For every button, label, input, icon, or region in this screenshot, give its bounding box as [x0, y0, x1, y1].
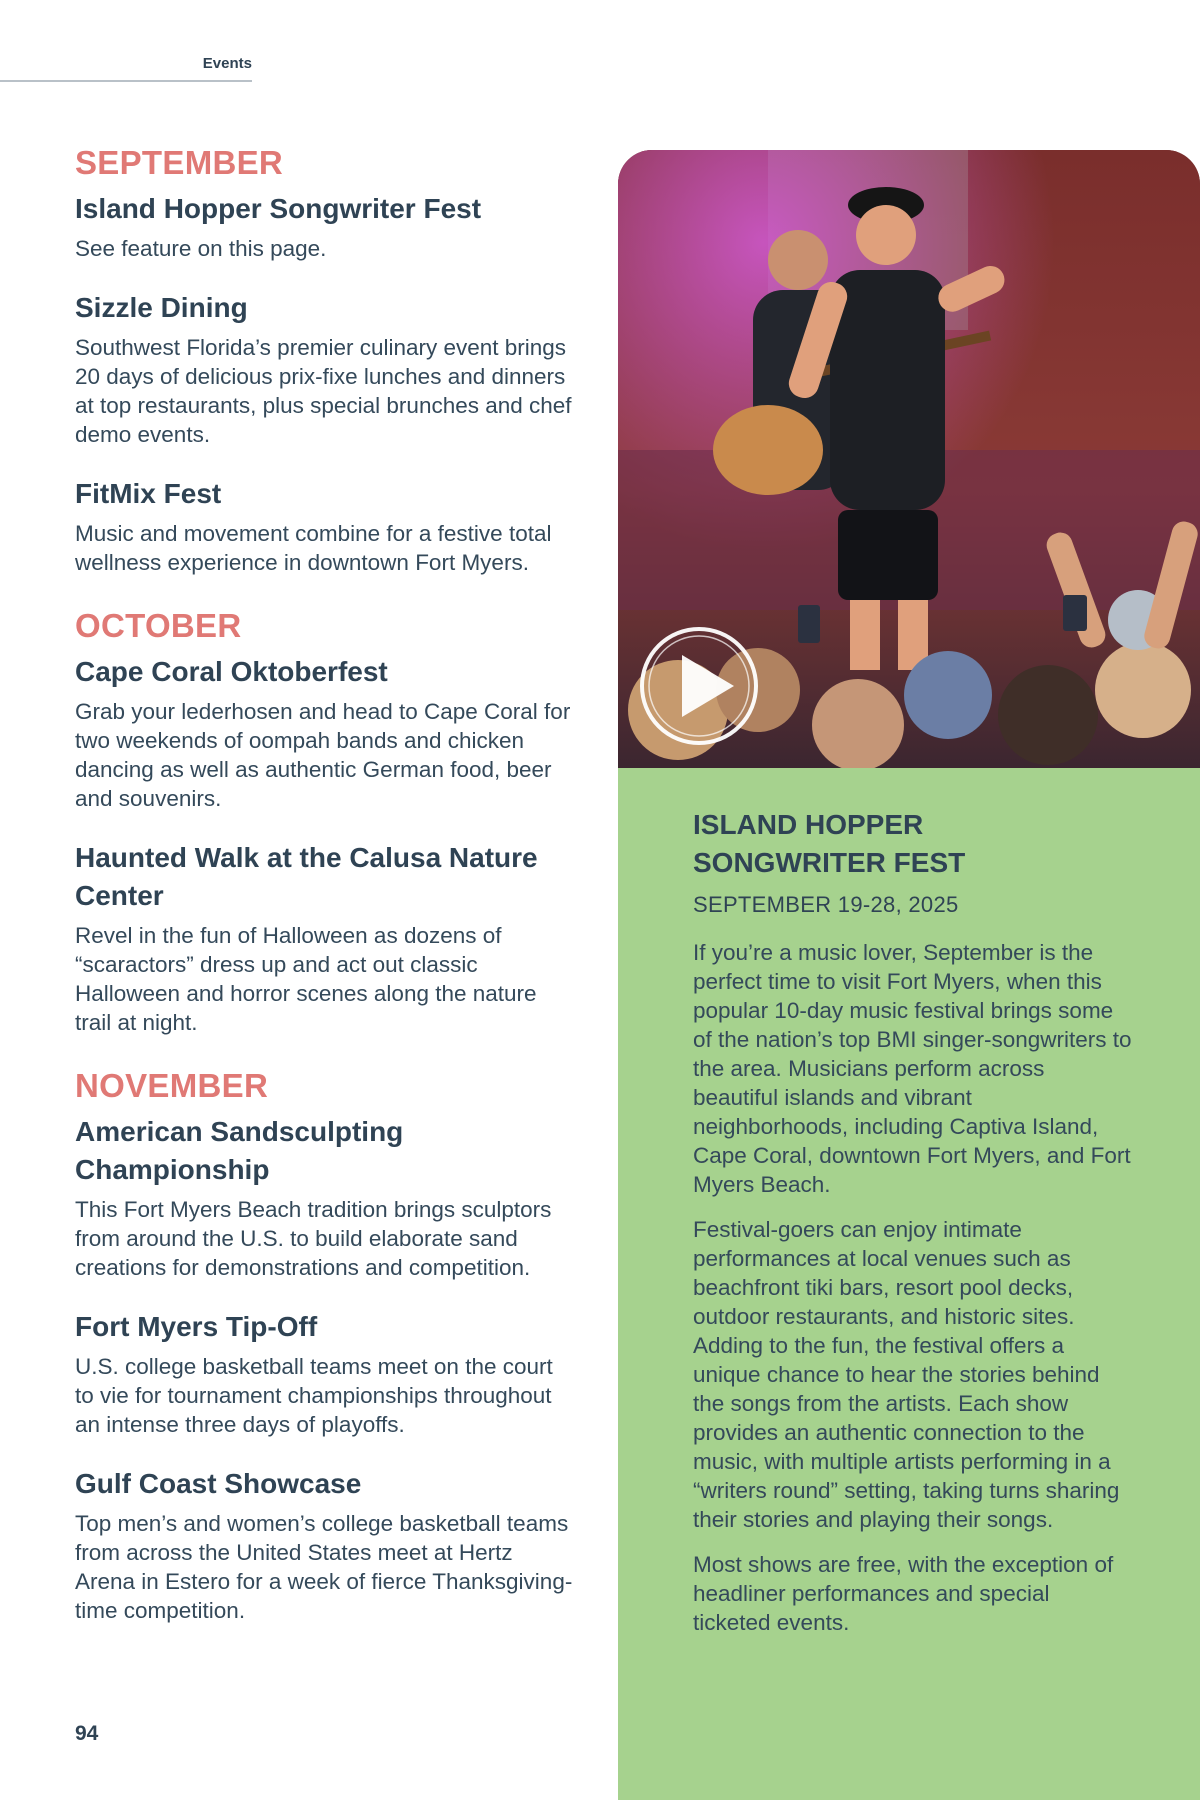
- event-description: Top men’s and women’s college basketball teams from across the United States meet at Hertz Arena in Estero for a week of fierce Thanksgiving-time competition.: [75, 1511, 573, 1623]
- event-item: [75, 1308, 575, 1439]
- month-october: [75, 607, 575, 1037]
- feature-date: SEPTEMBER 19-28, 2025: [693, 892, 959, 917]
- event-title: American Sandsculpting Championship: [75, 1116, 404, 1185]
- feature-title-line: SONGWRITER FEST: [693, 847, 966, 878]
- event-item: [75, 653, 575, 813]
- festival-video[interactable]: [618, 150, 1200, 768]
- event-item: [75, 475, 575, 577]
- event-title: Island Hopper Songwriter Fest: [75, 193, 482, 224]
- feature-paragraph: If you’re a music lover, September is the perfect time to visit Fort Myers, when this popular 10-day music festival brings some of the nation’s top BMI singer-songwriters to the area. Musicians perform across beautiful islands and vibrant neighborhoods, including Captiva Island, Cape Coral, downtown Fort Myers, and Fort Myers Beach.: [693, 940, 1132, 1197]
- month-november: [75, 1067, 575, 1625]
- events-list: [75, 144, 575, 1625]
- event-item: [75, 1465, 575, 1625]
- feature-title-line: ISLAND HOPPER: [693, 809, 924, 840]
- event-description: U.S. college basketball teams meet on the court to vie for tournament championships throughout an intense three days of playoffs.: [75, 1354, 553, 1437]
- running-head: [0, 52, 252, 82]
- play-icon[interactable]: [638, 625, 760, 747]
- event-item: [75, 839, 575, 1037]
- feature-paragraph: Most shows are free, with the exception of headliner performances and special ticketed events.: [693, 1552, 1114, 1635]
- event-title: Cape Coral Oktoberfest: [75, 656, 388, 687]
- event-description: This Fort Myers Beach tradition brings sculptors from around the U.S. to build elaborate sand creations for demonstrations and competition.: [75, 1197, 552, 1280]
- month-september: [75, 144, 575, 577]
- event-item: [75, 190, 575, 263]
- event-title: Fort Myers Tip-Off: [75, 1311, 318, 1342]
- month-heading: OCTOBER: [75, 607, 242, 644]
- section-label: Events: [202, 55, 252, 72]
- event-title: Sizzle Dining: [75, 292, 248, 323]
- event-description: See feature on this page.: [75, 236, 327, 261]
- event-title: FitMix Fest: [75, 478, 222, 509]
- feature-article: [693, 806, 1133, 1637]
- month-heading: SEPTEMBER: [75, 144, 284, 181]
- event-description: Grab your lederhosen and head to Cape Coral for two weekends of oompah bands and chicken dancing as well as authentic German food, beer and souvenirs.: [75, 699, 571, 811]
- event-title: Haunted Walk at the Calusa Nature Center: [75, 842, 538, 911]
- month-heading: NOVEMBER: [75, 1067, 269, 1104]
- event-item: [75, 289, 575, 449]
- page-number: 94: [75, 1722, 99, 1745]
- feature-paragraph: Festival-goers can enjoy intimate performances at local venues such as beachfront tiki bars, resort pool decks, outdoor restaurants, and historic sites. Adding to the fun, the festival offers a unique chance to hear the stories behind the songs from the artists. Each show provides an authentic connection to the music, with multiple artists performing in a “writers round” setting, taking turns sharing their stories and playing their songs.: [693, 1217, 1120, 1532]
- event-item: [75, 1113, 575, 1282]
- feature-title: [693, 806, 1133, 882]
- event-description: Revel in the fun of Halloween as dozens of “scaractors” dress up and act out classic Halloween and horror scenes along the nature trail at night.: [75, 923, 537, 1035]
- event-description: Southwest Florida’s premier culinary event brings 20 days of delicious prix-fixe lunches and dinners at top restaurants, plus special brunches and chef demo events.: [75, 335, 572, 447]
- event-description: Music and movement combine for a festive total wellness experience in downtown Fort Myers.: [75, 521, 552, 575]
- event-title: Gulf Coast Showcase: [75, 1468, 362, 1499]
